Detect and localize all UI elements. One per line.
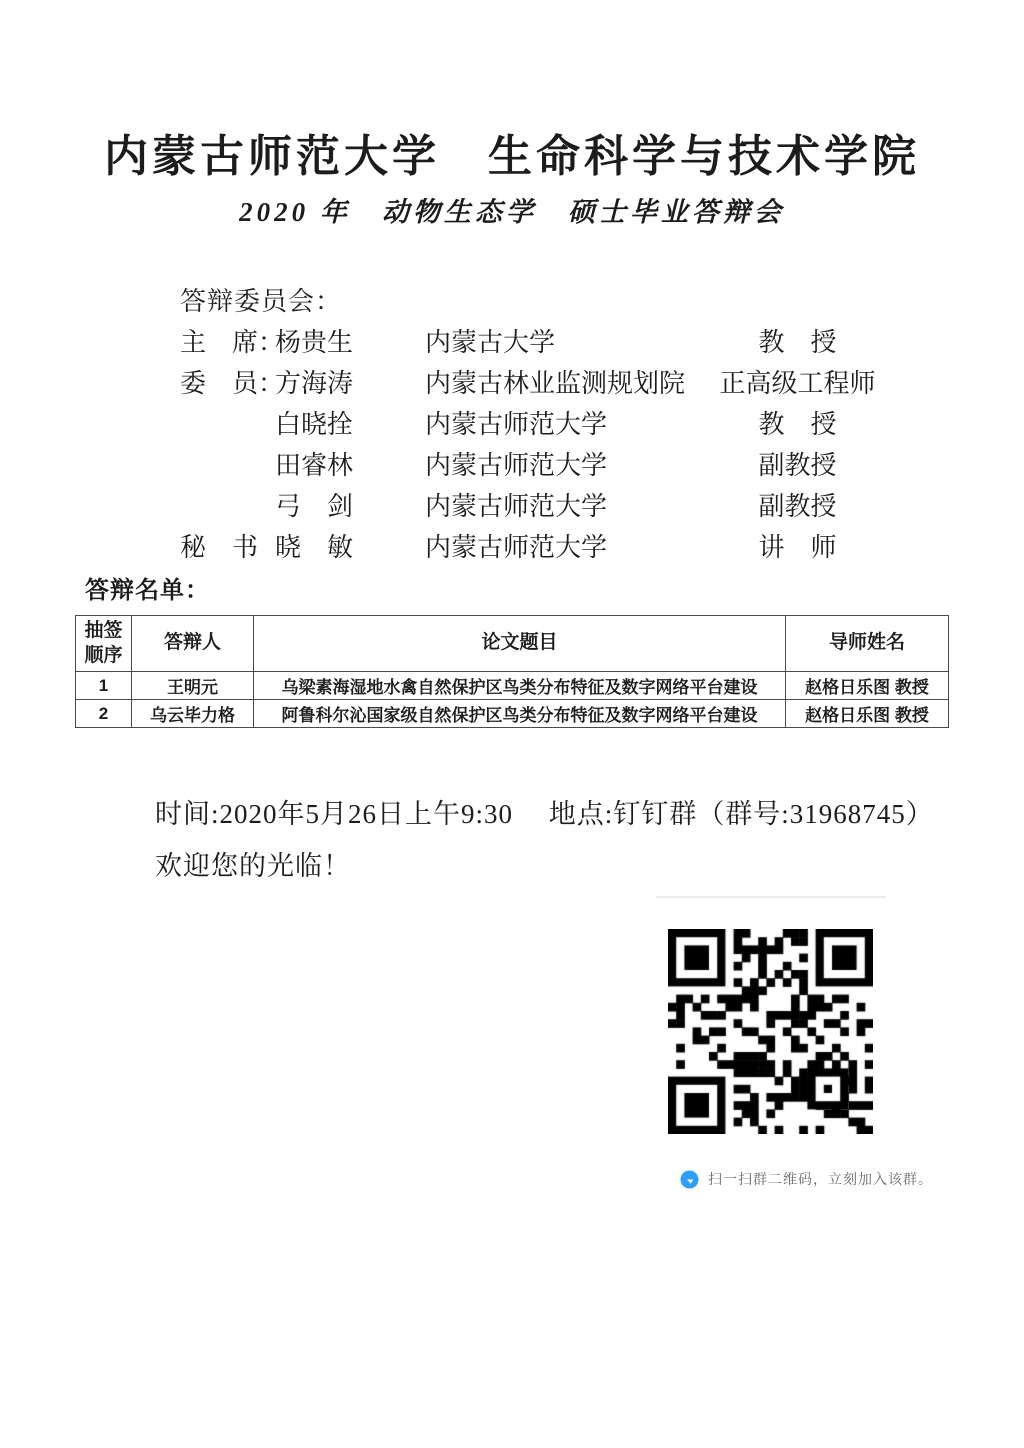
cell-name: 王明元	[132, 672, 254, 700]
page-subtitle: 2020 年 动物生态学 硕士毕业答辩会	[239, 197, 785, 227]
column-header-name: 答辩人	[132, 616, 254, 672]
divider	[656, 896, 886, 898]
table-row	[76, 700, 949, 728]
dingtalk-icon	[680, 1170, 699, 1189]
cell-thesis: 阿鲁科尔沁国家级自然保护区鸟类分布特征及数字网络平台建设	[254, 700, 786, 728]
qr-caption	[680, 1169, 933, 1189]
welcome-text: 欢迎您的光临！	[155, 851, 351, 881]
cell-order: 1	[76, 672, 132, 700]
committee-name: 白晓拴	[275, 410, 354, 439]
committee-org: 内蒙古师范大学	[425, 492, 608, 521]
committee-org: 内蒙古师范大学	[425, 533, 608, 562]
committee-role: 主 席：	[180, 328, 285, 357]
committee-org: 内蒙古师范大学	[425, 410, 608, 439]
table-header-row	[76, 616, 949, 672]
column-header-order-line1: 抽签	[84, 619, 123, 641]
column-header-order	[76, 616, 132, 672]
cell-thesis: 乌梁素海湿地水禽自然保护区鸟类分布特征及数字网络平台建设	[254, 672, 786, 700]
committee-role	[180, 445, 275, 486]
committee-name: 晓 敏	[275, 533, 354, 562]
committee-title: 讲 师	[758, 533, 837, 562]
committee-name: 杨贵生	[275, 328, 354, 357]
committee-org: 内蒙古师范大学	[425, 451, 608, 480]
committee-row	[180, 322, 900, 363]
roster-table	[75, 615, 949, 728]
committee-role	[180, 404, 275, 445]
committee-role: 秘 书	[180, 533, 259, 562]
cell-order: 2	[76, 700, 132, 728]
committee-row	[180, 404, 900, 445]
roster-heading: 答辩名单：	[85, 578, 210, 604]
qr-caption-text: 扫一扫群二维码，立刻加入该群。	[708, 1171, 933, 1187]
column-header-thesis: 论文题目	[254, 616, 786, 672]
committee-section	[180, 322, 900, 568]
column-header-advisor: 导师姓名	[786, 616, 949, 672]
cell-name: 乌云毕力格	[132, 700, 254, 728]
committee-title: 正高级工程师	[719, 369, 876, 398]
committee-title: 副教授	[758, 451, 837, 480]
committee-org: 内蒙古林业监测规划院	[425, 369, 686, 398]
committee-title: 副教授	[758, 492, 837, 521]
time-location: 时间:2020年5月26日上午9:30 地点:钉钉群（群号:31968745）	[155, 799, 934, 829]
committee-row	[180, 527, 900, 568]
cell-advisor: 赵格日乐图 教授	[786, 672, 949, 700]
committee-org: 内蒙古大学	[425, 328, 556, 357]
qr-code	[668, 929, 873, 1134]
page-title: 内蒙古师范大学 生命科学与技术学院	[104, 132, 920, 181]
committee-heading: 答辩委员会：	[180, 287, 343, 316]
committee-title: 教 授	[758, 328, 837, 357]
committee-name: 田睿林	[275, 451, 354, 480]
table-row	[76, 672, 949, 700]
committee-row	[180, 486, 900, 527]
committee-role	[180, 486, 275, 527]
committee-row	[180, 363, 900, 404]
committee-row	[180, 445, 900, 486]
cell-advisor: 赵格日乐图 教授	[786, 700, 949, 728]
column-header-order-line2: 顺序	[84, 644, 123, 666]
committee-role: 委 员：	[180, 369, 285, 398]
committee-name: 弓 剑	[275, 492, 354, 521]
committee-name: 方海涛	[275, 369, 354, 398]
committee-title: 教 授	[758, 410, 837, 439]
